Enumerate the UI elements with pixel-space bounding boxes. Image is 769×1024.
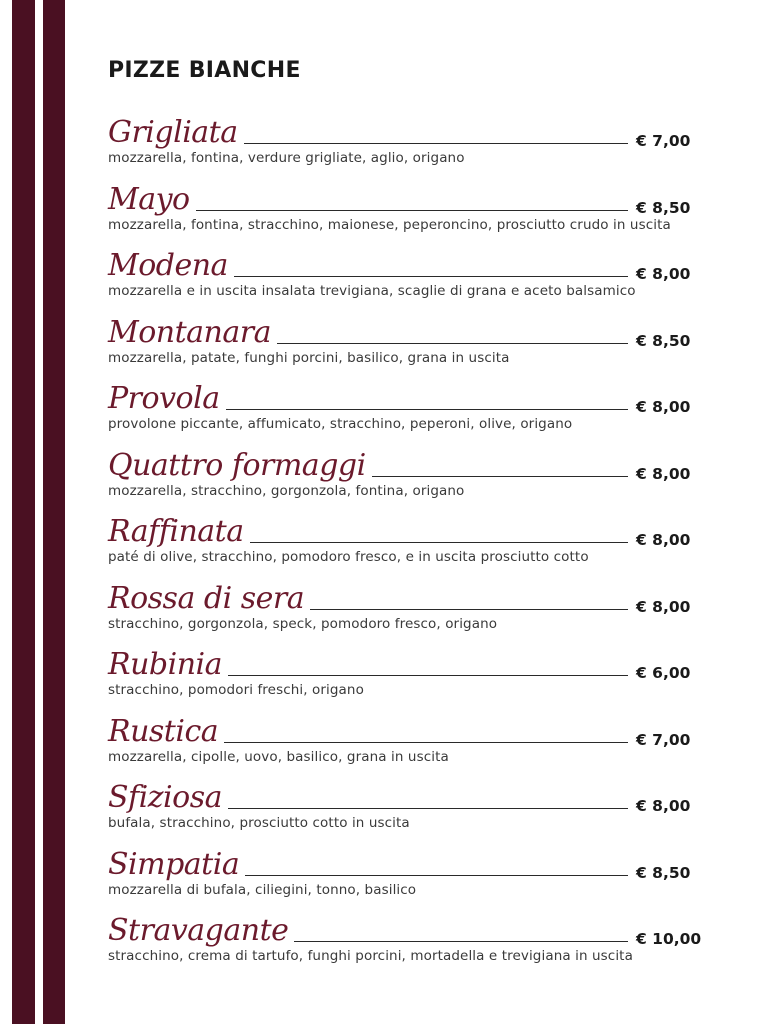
dotted-leader — [294, 940, 628, 942]
item-price: € 8,00 — [636, 797, 691, 815]
item-price: € 6,00 — [636, 664, 691, 682]
item-name: Grigliata — [108, 115, 238, 150]
left-stripe-inner — [43, 0, 65, 1024]
item-price: € 7,00 — [636, 132, 691, 150]
item-description: mozzarella, fontina, verdure grigliate, aglio, origano — [108, 150, 465, 166]
item-price: € 8,00 — [636, 531, 691, 549]
item-price: € 7,00 — [636, 730, 691, 749]
dotted-leader — [228, 674, 628, 676]
item-name: Modena — [108, 248, 228, 283]
menu-item — [108, 511, 698, 578]
dotted-leader — [226, 408, 628, 410]
menu-item — [108, 910, 702, 977]
item-description: mozzarella e in uscita insalata trevigiana, scaglie di grana e aceto balsamico — [108, 283, 636, 299]
item-price: € 8,00 — [636, 398, 691, 416]
menu-item — [108, 844, 698, 911]
menu-item — [108, 445, 698, 512]
menu-list — [108, 112, 702, 977]
dotted-leader — [224, 741, 628, 743]
item-price: € 8,00 — [636, 597, 691, 616]
item-description: mozzarella di bufala, ciliegini, tonno, basilico — [108, 881, 417, 898]
item-name: Stravagante — [108, 913, 289, 948]
dotted-leader — [310, 608, 628, 610]
item-description: mozzarella, patate, funghi porcini, basilico, grana in uscita — [108, 349, 510, 366]
dotted-leader — [244, 142, 628, 144]
item-description: stracchino, crema di tartufo, funghi porcini, mortadella e trevigiana in uscita — [108, 948, 633, 964]
dotted-leader — [250, 541, 628, 543]
menu-item — [108, 378, 698, 445]
item-description: paté di olive, stracchino, pomodoro fresco, e in uscita prosciutto cotto — [108, 549, 589, 565]
item-description: stracchino, pomodori freschi, origano — [108, 682, 364, 698]
item-price: € 8,00 — [636, 265, 691, 283]
item-name: Quattro formaggi — [108, 447, 366, 483]
item-price: € 8,50 — [636, 863, 691, 882]
menu-item — [108, 112, 698, 179]
item-description: mozzarella, cipolle, uovo, basilico, grana in uscita — [108, 748, 449, 765]
menu-item — [108, 777, 698, 844]
item-price: € 8,50 — [636, 331, 691, 350]
item-name: Sfiziosa — [108, 780, 222, 815]
item-price: € 8,50 — [636, 198, 691, 217]
item-price: € 10,00 — [636, 930, 702, 948]
item-name: Rustica — [108, 713, 219, 749]
item-name: Rossa di sera — [108, 580, 305, 616]
dotted-leader — [196, 209, 628, 211]
left-stripe-outer — [12, 0, 35, 1024]
item-name: Provola — [108, 381, 220, 416]
menu-item — [108, 179, 698, 246]
dotted-leader — [372, 475, 628, 477]
item-description: mozzarella, fontina, stracchino, maionese, peperoncino, prosciutto crudo in uscita — [108, 216, 671, 233]
item-name: Montanara — [108, 314, 271, 350]
dotted-leader — [228, 807, 628, 809]
item-name: Raffinata — [108, 514, 244, 549]
dotted-leader — [245, 874, 628, 876]
item-description: provolone piccante, affumicato, stracchino, peperoni, olive, origano — [108, 416, 573, 432]
item-price: € 8,00 — [636, 464, 691, 483]
item-description: bufala, stracchino, prosciutto cotto in uscita — [108, 815, 410, 831]
section-title: PIZZE BIANCHE — [108, 58, 301, 83]
item-description: mozzarella, stracchino, gorgonzola, fontina, origano — [108, 482, 465, 499]
dotted-leader — [234, 275, 628, 277]
menu-item — [108, 245, 698, 312]
menu-item — [108, 312, 698, 379]
item-name: Simpatia — [108, 846, 240, 882]
dotted-leader — [277, 342, 628, 344]
item-description: stracchino, gorgonzola, speck, pomodoro fresco, origano — [108, 615, 498, 632]
menu-item — [108, 644, 698, 711]
menu-item — [108, 578, 698, 645]
item-name: Rubinia — [108, 647, 223, 682]
menu-item — [108, 711, 698, 778]
item-name: Mayo — [108, 181, 190, 217]
